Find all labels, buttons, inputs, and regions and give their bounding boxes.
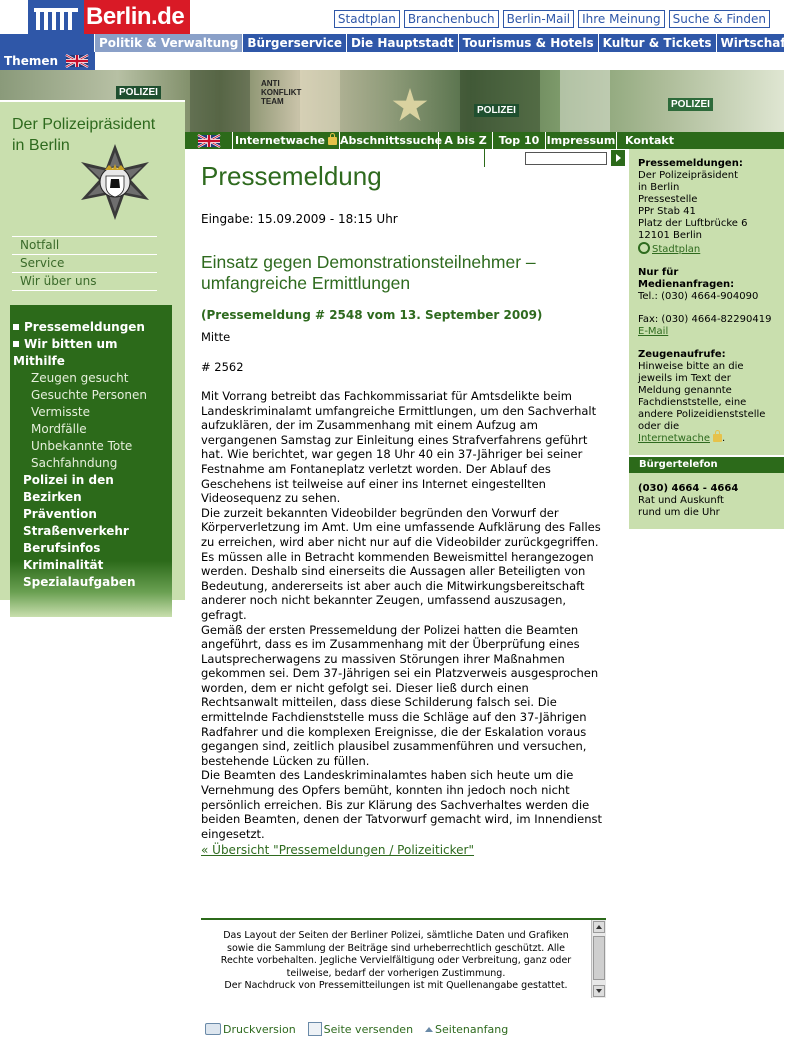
tab-top10[interactable]: Top 10 bbox=[493, 132, 546, 149]
overview-link[interactable]: « Übersicht "Pressemeldungen / Polizeiticker" bbox=[201, 843, 475, 857]
stadtplan-link[interactable] bbox=[638, 242, 776, 256]
internetwache-link[interactable]: Internetwache . bbox=[638, 433, 726, 444]
send-link[interactable] bbox=[308, 1022, 413, 1036]
top-link-stadtplan[interactable]: Stadtplan bbox=[334, 10, 400, 28]
article-paragraph: Die zurzeit bekannten Videobilder begründen den Vorwurf der Körperverletzung im Amt. Um eine umfassende Aufklärung des Falles zu erreichen, wird aber nicht nur auf die Videobilder zurückgegriffen. Es müssen alle in Betracht kommenden Beweismittel herangezogen werden. Deshalb sind einerseits die Aussagen aller Beteiligten von Bedeutung, andererseits ist aber auch die Mitwirkungsbereitschaft anderer noch nicht bekannter Zeugen, umfassend auszusagen, gefragt. bbox=[201, 505, 601, 622]
press-line: PPr Stab 41 bbox=[638, 206, 696, 217]
top-link-branchenbuch[interactable]: Branchenbuch bbox=[404, 10, 499, 28]
article-headline bbox=[201, 252, 606, 294]
scroll-down-icon[interactable] bbox=[593, 985, 605, 997]
buergertelefon-line: Rat und Auskunft bbox=[638, 495, 724, 506]
article-paragraph: Mit Vorrang betreibt das Fachkommissariat für Amtsdelikte beim Landeskriminalamt umfangreiche Ermittlungen, um den Sachverhalt aufzuklären, der im Zusammenhang mit einem Aufzug am vergangenen Samstag zur Einleitung eines Strafverfahrens geführt hat. Wie berichtet, war gegen 18 Uhr 40 ein 37-Jähriger bei seiner Festnahme am Fontaneplatz verletzt worden. Der Ablauf des Geschehens ist teilweise auf einer ins Internet eingestellten Videosequenz zu sehen. bbox=[201, 389, 597, 506]
search-go-icon[interactable] bbox=[611, 150, 625, 166]
quick-link-notfall[interactable]: Notfall bbox=[12, 236, 157, 254]
nav-item-strassenverkehr[interactable]: Straßenverkehr bbox=[23, 524, 129, 538]
headline-line: umfangreiche Ermittlungen bbox=[201, 273, 411, 293]
print-label: Druckversion bbox=[223, 1022, 296, 1036]
contact-box bbox=[629, 149, 784, 455]
quick-link-service[interactable]: Service bbox=[12, 254, 157, 272]
press-line: in Berlin bbox=[638, 182, 680, 193]
press-heading: Pressemeldungen: bbox=[638, 158, 743, 169]
media-tel: Tel.: (030) 4664-904090 bbox=[638, 291, 759, 302]
banner-label: POLIZEI bbox=[474, 104, 519, 117]
uk-flag-icon[interactable] bbox=[66, 55, 88, 67]
copyright-box bbox=[201, 918, 606, 998]
nav-item-spezialaufgaben[interactable]: Spezialaufgaben bbox=[23, 575, 136, 589]
quick-link-wir-ueber-uns[interactable]: Wir über uns bbox=[12, 272, 157, 291]
send-label: Seite versenden bbox=[323, 1022, 414, 1036]
article-date: Eingabe: 15.09.2009 - 18:15 Uhr bbox=[201, 212, 398, 226]
left-sidebar bbox=[0, 100, 185, 620]
nav-subitem-vermisste[interactable]: Vermisste bbox=[31, 405, 90, 419]
article-paragraph: Gemäß der ersten Pressemeldung der Polizei hatten die Beamten angeführt, dass es im Zusammenhang mit der Überprüfung eines Lautsprecherwagens zu massiven Störungen ihrer Maßnahmen gekommen sei. Dem 37-Jährigen sei ein Platzverweis ausgesprochen worden, dem er nicht gefolgt sei. Dieser ließ durch einen Rechtsanwalt mitteilen, dass diese Schilderung falsch sei. Die ermittelnde Fachdienststelle muss die Schläge auf den 37-Jährigen Radfahrer und die komplexen Ereignisse, die der Eskalation voraus gegangen sind, zeitlich plausibel zusammenführen und versuchen, bestehende Lücken zu füllen. bbox=[201, 622, 599, 768]
press-line: Platz der Luftbrücke 6 bbox=[638, 218, 748, 229]
tab-internetwache[interactable] bbox=[233, 132, 340, 149]
uk-flag-icon bbox=[197, 135, 221, 147]
contact-sidebar bbox=[629, 149, 784, 529]
article bbox=[201, 160, 606, 841]
logo-text: Berlin.de bbox=[84, 0, 190, 34]
footer-links bbox=[205, 1022, 508, 1036]
sidebar-title-line: in Berlin bbox=[12, 137, 70, 154]
tab-abschnittssuche[interactable]: Abschnittssuche bbox=[340, 134, 443, 147]
main-navigation bbox=[10, 305, 172, 617]
scroll-up-icon[interactable] bbox=[593, 921, 605, 933]
nav-wirtschaft[interactable]: Wirtschaft bbox=[716, 34, 795, 52]
quick-links bbox=[12, 236, 157, 291]
witness-heading: Zeugenaufrufe: bbox=[638, 349, 726, 360]
buergertelefon-heading: Bürgertelefon bbox=[629, 457, 784, 473]
printer-icon bbox=[205, 1023, 221, 1035]
send-page-icon bbox=[308, 1022, 322, 1036]
tab-kontakt[interactable]: Kontakt bbox=[625, 134, 674, 147]
top-link-ihre-meinung[interactable]: Ihre Meinung bbox=[578, 10, 665, 28]
copyright-paragraph: Das Layout der Seiten der Berliner Polizei, sämtliche Daten und Grafiken sowie die Sammlung der Beiträge sind urheberrechtlich geschützt. Alle Rechte vorbehalten. Jegliche Vervielfältigung oder Verbreitung, ganz oder teilweise, bedarf der vorherigen Zustimmung. bbox=[220, 930, 572, 979]
lock-icon bbox=[713, 434, 722, 442]
copyright-text bbox=[201, 924, 591, 999]
article-body bbox=[201, 389, 606, 841]
nav-item-pressemeldungen[interactable]: Pressemeldungen bbox=[10, 319, 172, 336]
press-line: Der Polizeipräsident bbox=[638, 170, 739, 181]
nav-item-bezirke[interactable]: Polizei in den Bezirken bbox=[23, 473, 114, 504]
nav-item-praevention[interactable]: Prävention bbox=[23, 507, 97, 521]
nav-politik[interactable]: Politik & Verwaltung bbox=[94, 34, 242, 52]
sidebar-title-line: Der Polizeipräsident bbox=[12, 116, 156, 133]
nav-tourismus[interactable]: Tourismus & Hotels bbox=[458, 34, 598, 52]
portal-subnav bbox=[0, 52, 784, 70]
tab-impressum[interactable]: Impressum bbox=[546, 134, 616, 147]
media-heading: Nur für Medienanfragen: bbox=[638, 267, 735, 290]
nav-subitem-sachfahndung[interactable]: Sachfahndung bbox=[31, 456, 118, 470]
article-subheadline: (Pressemeldung # 2548 vom 13. September 2009) bbox=[201, 308, 543, 322]
nav-hauptstadt[interactable]: Die Hauptstadt bbox=[346, 34, 458, 52]
nav-subitem-mordfaelle[interactable]: Mordfälle bbox=[31, 422, 87, 436]
nav-subitem-gesuchte[interactable]: Gesuchte Personen bbox=[31, 388, 147, 402]
copyright-scrollbar[interactable] bbox=[591, 920, 606, 998]
nav-subitem-unbekannte-tote[interactable]: Unbekannte Tote bbox=[31, 439, 133, 453]
media-fax: Fax: (030) 4664-82290419 bbox=[638, 314, 772, 325]
witness-text: Hinweise bitte an die jeweils im Text der Meldung genannte Fachdienststelle, eine andere Polizeidienststelle oder die bbox=[638, 361, 766, 432]
brandenburg-gate-icon bbox=[28, 0, 84, 34]
buergertelefon-box bbox=[629, 473, 784, 529]
magnifier-icon bbox=[638, 242, 650, 254]
internetwache-label: Internetwache bbox=[638, 433, 711, 444]
english-flag-link[interactable] bbox=[185, 132, 233, 149]
article-paragraph: Die Beamten des Landeskriminalamtes haben sich heute um die Vernehmung des Opfers bemüht, konnten ihn jedoch noch nicht persönlich erreichen. Bis zur Klärung des Sachverhaltes werden die beiden Beamten, denen der Tatvorwurf gemacht wird, im Innendienst eingesetzt. bbox=[201, 768, 602, 841]
press-line: Pressestelle bbox=[638, 194, 698, 205]
press-line: 12101 Berlin bbox=[638, 230, 703, 241]
nav-item-mithilfe[interactable]: Wir bitten um Mithilfe bbox=[10, 336, 172, 370]
scroll-thumb[interactable] bbox=[593, 936, 605, 980]
print-link[interactable] bbox=[205, 1022, 296, 1036]
nav-subitem-zeugen[interactable]: Zeugen gesucht bbox=[31, 371, 129, 385]
copyright-paragraph: Der Nachdruck von Pressemitteilungen ist mit Quellenangabe gestattet. bbox=[224, 980, 568, 991]
police-star-badge-icon bbox=[74, 140, 156, 222]
portal-header bbox=[0, 0, 784, 34]
buergertelefon-number: (030) 4664 - 4664 bbox=[638, 483, 739, 494]
nav-kultur[interactable]: Kultur & Tickets bbox=[598, 34, 716, 52]
article-number: # 2562 bbox=[201, 360, 244, 374]
berlin-de-logo[interactable] bbox=[28, 0, 190, 34]
police-star-icon bbox=[392, 88, 428, 124]
article-district: Mitte bbox=[201, 330, 231, 344]
top-label: Seitenanfang bbox=[435, 1022, 509, 1036]
themen-menu[interactable]: Themen bbox=[4, 54, 59, 68]
headline-line: Einsatz gegen Demonstrationsteilnehmer – bbox=[201, 252, 536, 272]
buergertelefon-line: rund um die Uhr bbox=[638, 507, 720, 518]
top-links bbox=[334, 10, 770, 28]
email-link[interactable]: E-Mail bbox=[638, 326, 669, 337]
banner-label: POLIZEI bbox=[668, 98, 713, 111]
banner-label: ANTI KONFLIKT TEAM bbox=[261, 79, 302, 106]
nav-item-kriminalitaet[interactable]: Kriminalität bbox=[23, 558, 104, 572]
portal-nav bbox=[0, 34, 792, 52]
content-nav bbox=[185, 132, 784, 149]
top-link[interactable] bbox=[425, 1022, 508, 1036]
lock-icon bbox=[328, 137, 337, 145]
tab-a-bis-z[interactable]: A bis Z bbox=[439, 132, 493, 149]
arrow-up-icon bbox=[425, 1027, 433, 1032]
page-title: Pressemeldung bbox=[201, 161, 382, 191]
nav-item-berufsinfos[interactable]: Berufsinfos bbox=[23, 541, 101, 555]
stadtplan-label: Stadtplan bbox=[652, 244, 701, 255]
top-link-berlin-mail[interactable]: Berlin-Mail bbox=[503, 10, 575, 28]
top-link-suche[interactable]: Suche & Finden bbox=[669, 10, 770, 28]
tab-label: Internetwache bbox=[234, 134, 325, 147]
banner-label: POLIZEI bbox=[116, 86, 161, 99]
nav-buergerservice[interactable]: Bürgerservice bbox=[242, 34, 346, 52]
